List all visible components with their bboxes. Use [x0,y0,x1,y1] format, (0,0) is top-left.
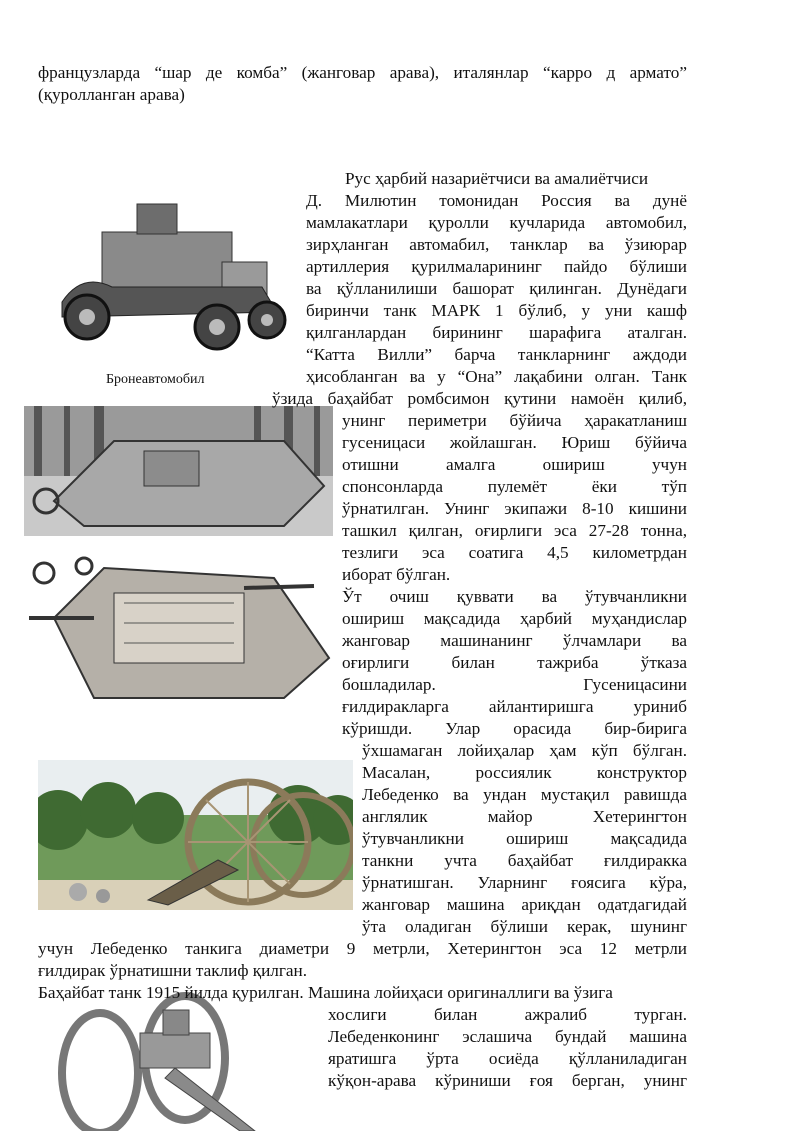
text-line: учун Лебеденко танкига диаметри 9 метрли, Хетерингтон эса 12 метрли [38,939,687,958]
text-line: оғирлиги билан тажриба ўтказа [342,653,687,672]
text-line: қилганлардан бирининг шарафига аталган. [306,323,687,342]
text-line: ҳисобланган ва у “Она” лақабини олган. Танк [306,367,687,386]
text-line: биринчи танк МАРК 1 бўлиб, у уни кашф [306,301,687,320]
text-line: французларда “шар де комба” (жанговар арава), италянлар “карро д армато” [38,63,687,82]
text-line: хослиги билан ажралиб турган. [328,1005,687,1024]
text-line: мамлакатлари қуролли кучларида автомобил, [306,213,687,232]
text-line: Д. Милютин томонидан Россия ва дунё [306,191,687,210]
text-line: Баҳайбат танк 1915 йилда қурилган. Машина лойиҳаси оригиналлиги ва ўзига [38,983,613,1002]
text-line: кўришди. Улар орасида бир-бирига [342,719,687,738]
text-line: кўқон-арава кўриниши ғоя берган, унинг [328,1071,687,1090]
text-line: Лебеденко ва ундан мустақил равишда [362,785,687,804]
text-line: “Катта Вилли” барча танкларнинг аждоди [306,345,687,364]
armored-car-image [42,192,292,362]
text-line: ғилдиракларга айлантиришга уриниб [342,697,687,716]
text-line: яратишга ўрта осиёда қўлланиладиган [328,1049,687,1068]
text-line: унинг периметри бўйича ҳаракатланиш [342,411,687,430]
text-line: (қуролланган арава) [38,85,185,104]
text-line: ўзида баҳайбат ромбсимон қутини намоён қилиб, [272,389,687,408]
text-line: ўтувчанликни ошириш мақсадида [362,829,687,848]
text-line: гусеницаси жойлашган. Юриш бўйича [342,433,687,452]
text-line: ўхшамаган лойиҳалар ҳам кўп бўлган. [362,741,687,760]
text-line: Ўт очиш қуввати ва ўтувчанликни [342,587,687,606]
text-line: отишни амалга ошириш учун [342,455,687,474]
armored-car-caption: Бронеавтомобил [106,372,205,387]
mark1-cutaway-drawing [24,548,333,708]
text-line: бошладилар. Гусеницасини [342,675,687,694]
text-line: жанговар машинанинг ўлчамлари ва [342,631,687,650]
tsar-tank-photo [38,760,353,910]
text-line: Рус ҳарбий назариётчиси ва амалиётчиси [345,169,649,188]
text-line: жанговар машина ариқдан одатдагидай [362,895,687,914]
text-line: ошириш мақсадида ҳарбий муҳандислар [342,609,687,628]
mark1-tank-photo [24,406,333,536]
tsar-tank-model-image [55,988,280,1131]
text-line: ташкил қилган, оғирлиги эса 27-28 тонна, [342,521,687,540]
text-line: ғилдирак ўрнатишни таклиф қилган. [38,961,308,980]
text-line: спонсонларда пулемёт ёки тўп [342,477,687,496]
text-line: ўта оладиган бўлиши керак, шунинг [362,917,687,936]
text-line: иборат бўлган. [342,565,451,584]
text-line: ўрнатилган. Унинг экипажи 8-10 кишини [342,499,687,518]
text-line: зирҳланган автомабил, танклар ва ўзиюрар [306,235,687,254]
text-line: тезлиги эса соатига 4,5 километрдан [342,543,687,562]
text-line: ўрнатишган. Уларнинг ғоясига кўра, [362,873,687,892]
text-line: артиллерия қурилмаларининг пайдо бўлиши [306,257,687,276]
text-line: танкни учта баҳайбат ғилдиракка [362,851,687,870]
text-line: Лебеденконинг эслашича бундай машина [328,1027,687,1046]
text-line: ва қўлланилиши башорат қилинган. Дунёдаги [306,279,687,298]
text-line: англялик майор Хетерингтон [362,807,687,826]
text-line: Масалан, россиялик конструктор [362,763,687,782]
